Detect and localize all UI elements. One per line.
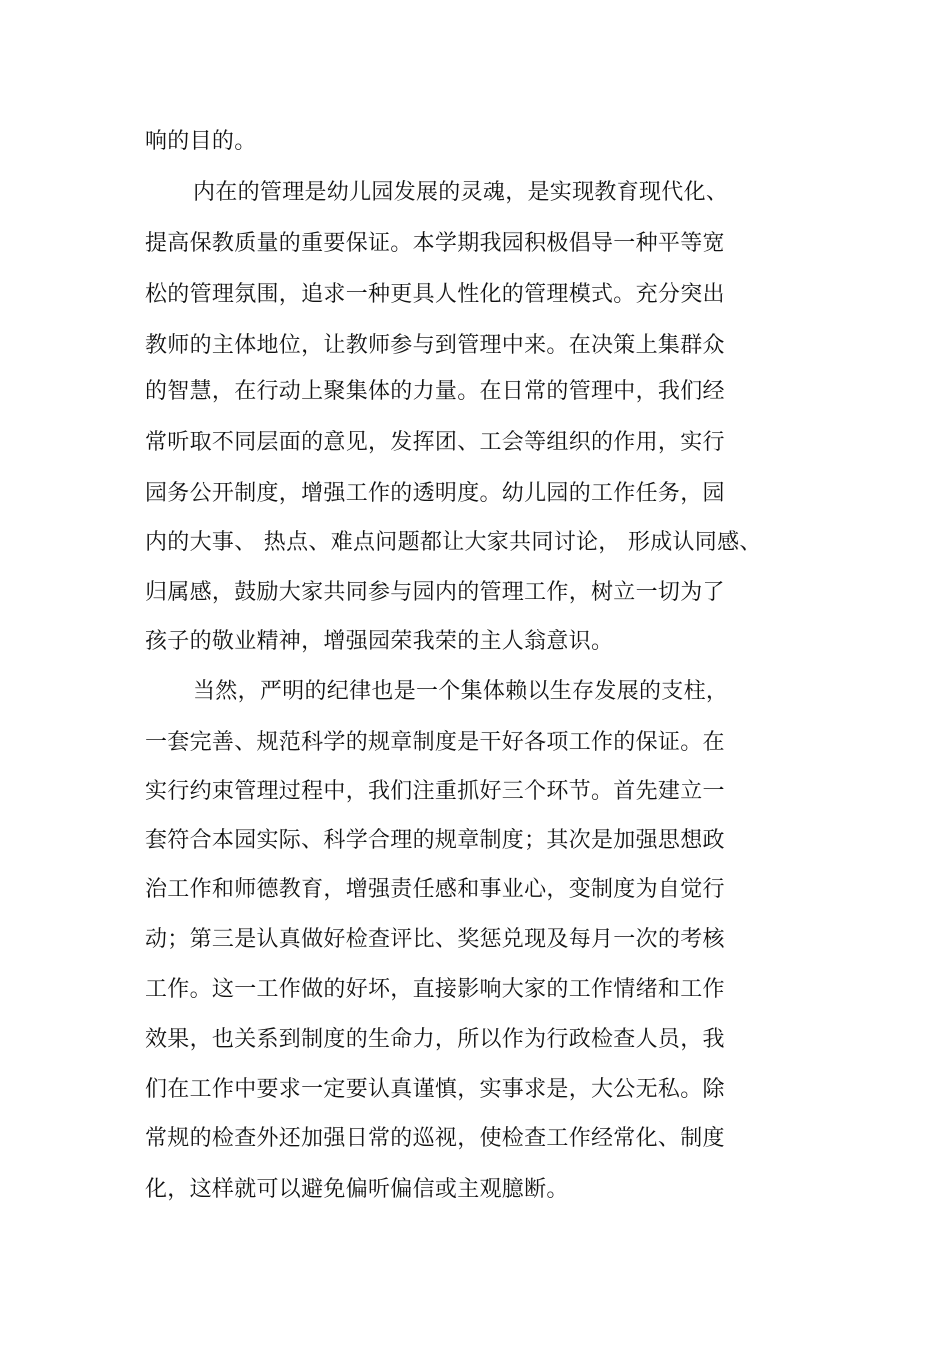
paragraph-line: 化，这样就可以避免偏听偏信或主观臆断。 [145, 1177, 569, 1202]
paragraph-line: 响的目的。 [145, 129, 257, 154]
paragraph-line: 归属感，鼓励大家共同参与园内的管理工作，树立一切为了 [145, 580, 725, 605]
paragraph-line: 实行约束管理过程中，我们注重抓好三个环节。首先建立一 [145, 779, 725, 804]
paragraph-line: 松的管理氛围，追求一种更具人性化的管理模式。充分突出 [145, 282, 725, 307]
paragraph-line: 常听取不同层面的意见，发挥团、工会等组织的作用，实行 [145, 430, 725, 455]
paragraph-line: 的智慧，在行动上聚集体的力量。在日常的管理中，我们经 [145, 379, 725, 404]
paragraph-line: 工作。这一工作做的好坏，直接影响大家的工作情绪和工作 [145, 977, 725, 1002]
paragraph-line: 当然，严明的纪律也是一个集体赖以生存发展的支柱， [193, 679, 729, 704]
paragraph-line: 教师的主体地位，让教师参与到管理中来。在决策上集群众 [145, 333, 725, 358]
paragraph-line: 提高保教质量的重要保证。本学期我园积极倡导一种平等宽 [145, 231, 725, 256]
paragraph-line: 内的大事、 热点、难点问题都让大家共同讨论， 形成认同感、 [145, 530, 762, 555]
paragraph-line: 治工作和师德教育，增强责任感和事业心，变制度为自觉行 [145, 877, 725, 902]
paragraph-line: 常规的检查外还加强日常的巡视，使检查工作经常化、制度 [145, 1126, 725, 1151]
paragraph-line: 动；第三是认真做好检查评比、奖惩兑现及每月一次的考核 [145, 927, 725, 952]
paragraph-line: 一套完善、规范科学的规章制度是干好各项工作的保证。在 [145, 730, 725, 755]
paragraph-line: 们在工作中要求一定要认真谨慎，实事求是，大公无私。除 [145, 1077, 725, 1102]
paragraph-line: 园务公开制度，增强工作的透明度。幼儿园的工作任务，园 [145, 481, 725, 506]
paragraph-line: 孩子的敬业精神，增强园荣我荣的主人翁意识。 [145, 629, 614, 654]
paragraph-line: 套符合本园实际、科学合理的规章制度；其次是加强思想政 [145, 828, 725, 853]
paragraph-line: 内在的管理是幼儿园发展的灵魂，是实现教育现代化、 [193, 180, 729, 205]
paragraph-line: 效果，也关系到制度的生命力，所以作为行政检查人员，我 [145, 1027, 725, 1052]
